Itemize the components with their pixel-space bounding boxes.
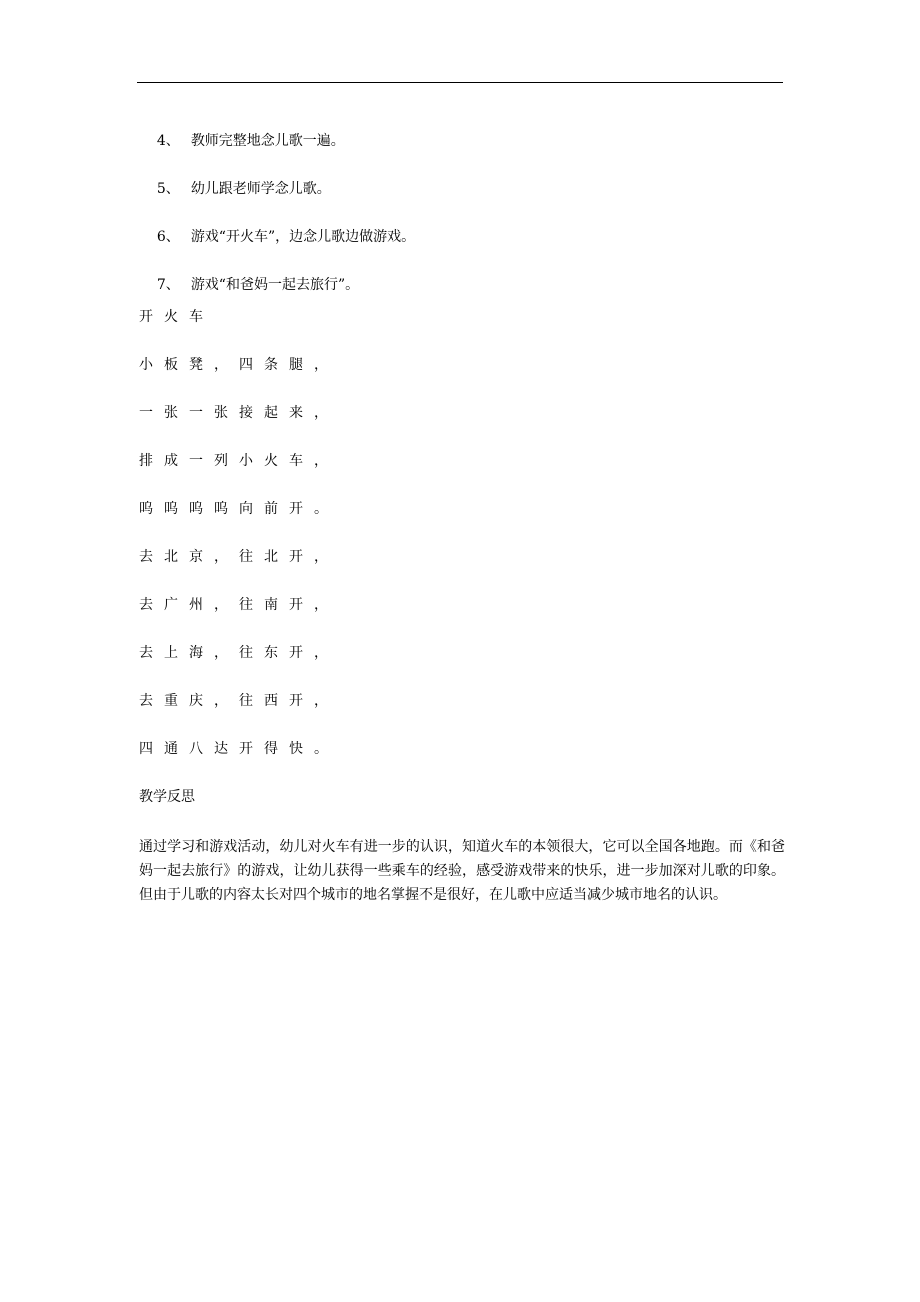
poem-line: 去广州，往南开， — [139, 597, 339, 613]
reflection-heading: 教学反思 — [139, 789, 195, 805]
poem-line: 呜呜呜呜向前开。 — [139, 501, 339, 517]
poem-line: 四通八达开得快。 — [139, 741, 339, 757]
poem-line: 小板凳，四条腿， — [139, 357, 339, 373]
step-text: 教师完整地念儿歌一遍。 — [190, 133, 345, 149]
step-number: 6、 — [156, 229, 180, 245]
step-text: 幼儿跟老师学念儿歌。 — [190, 181, 331, 197]
step-item — [139, 261, 359, 309]
step-number: 5、 — [156, 181, 180, 197]
reflection-body: 通过学习和游戏活动，幼儿对火车有进一步的认识，知道火车的本领很大，它可以全国各地跑。而《和爸妈一起去旅行》的游戏，让幼儿获得一些乘车的经验，感受游戏带来的快乐，进一步加深对儿歌的印象。但由于儿歌的内容太长对四个城市的地名掌握不是很好，在儿歌中应适当减少城市地名的认识。 — [139, 839, 785, 903]
step-text: 游戏“开火车”，边念儿歌边做游戏。 — [190, 229, 416, 245]
step-number: 7、 — [156, 277, 180, 293]
step-item — [139, 165, 331, 213]
step-item — [139, 117, 345, 165]
step-text: 游戏“和爸妈一起去旅行”。 — [190, 277, 360, 293]
poem-line: 去北京，往北开， — [139, 549, 339, 565]
poem-line: 一张一张接起来， — [139, 405, 339, 421]
poem-line: 去上海，往东开， — [139, 645, 339, 661]
step-item — [139, 213, 415, 261]
poem-line: 去重庆，往西开， — [139, 693, 339, 709]
poem-title: 开火车 — [139, 309, 214, 325]
poem-line: 排成一列小火车， — [139, 453, 339, 469]
step-number: 4、 — [156, 133, 180, 149]
header-rule — [137, 82, 783, 83]
